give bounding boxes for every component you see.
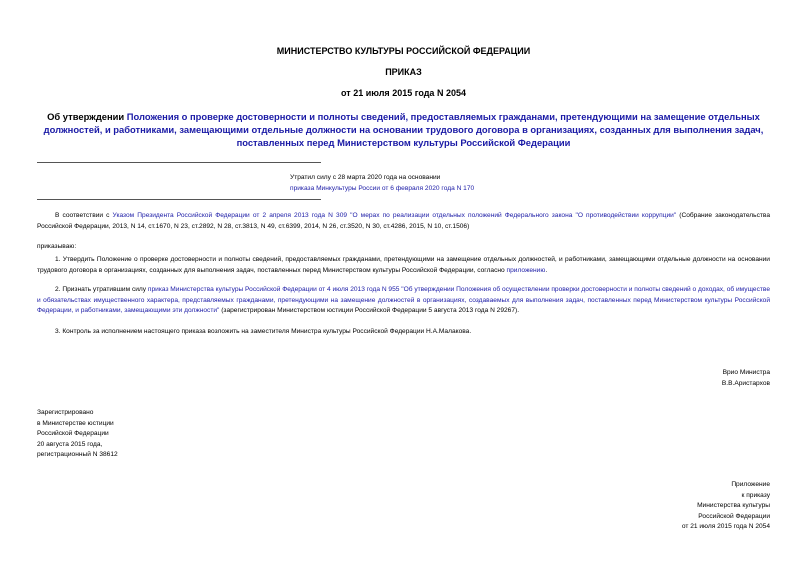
status-note <box>290 173 520 194</box>
registration-line-5: регистрационный N 38612 <box>37 451 118 458</box>
item2-suffix: (зарегистрирован Министерством юстиции Российской Федерации 5 августа 2013 года N 29267). <box>219 307 520 314</box>
appendix-line-2: к приказу <box>741 491 770 499</box>
item1-text: 1. Утвердить Положение о проверке достоверности и полноты сведений, предоставляемых гражданами, претендующими на замещение отдельных должностей, и работниками, замещающими отдельные должности на основании трудового договора в организациях, созданных для выполнения задач, поставленных перед Министерством культуры Российской Федерации, согласно <box>37 256 770 274</box>
registration-line-2: в Министерстве юстиции <box>37 419 114 427</box>
title-regulation-link[interactable]: Положения о проверке достоверности и полноты сведений, предоставляемых гражданами, претендующими на замещение отдельных должностей, и работниками, замещающими отдельные должности на основании трудового договора в организациях, созданных для выполнения задач, поставленных перед Министерством культуры Российской Федерации <box>43 111 764 148</box>
signature-name: В.В.Аристархов <box>721 379 770 387</box>
ministry-heading: МИНИСТЕРСТВО КУЛЬТУРЫ РОССИЙСКОЙ ФЕДЕРАЦИИ <box>276 46 531 56</box>
preamble-suffix: (Собрание законодательства Российской Федерации, 2013, N 14, ст.1670, N 23, ст.2892, N 28, ст.3813, N 49, ст.6399, 2014, N 26, ст.3520, N 30, ст.4286, 2015, N 10, ст.1506) <box>37 212 771 230</box>
document-title <box>30 110 777 149</box>
appendix-line-5: от 21 июля 2015 года N 2054 <box>681 523 770 530</box>
item1-end: . <box>545 266 548 274</box>
appendix-line-4: Российской Федерации <box>698 512 770 520</box>
registration-line-1: Зарегистрировано <box>37 409 94 416</box>
appendix-link[interactable]: приложению <box>506 266 546 274</box>
order-item-1 <box>37 255 770 276</box>
appendix-line-3: Министерства культуры <box>697 502 770 509</box>
repeal-order-link[interactable]: приказа Минкультуры России от 6 февраля 2020 года N 170 <box>290 184 475 192</box>
registration-block <box>37 408 237 461</box>
repealed-order-link[interactable]: приказ Министерства культуры Российской Федерации от 4 июля 2013 года N 955 "Об утверждении Положения об осуществлении проверки достоверности и полноты сведений о доходах, об имуществе и обязательствах имущественного характера, представляемых гражданами, претендующими на замещение должностей в организациях, создаваемых для выполнения задач, поставленных перед Министерством культуры Российской Федерации, и работниками, замещающими эти должности" <box>37 286 770 314</box>
divider-bottom <box>37 199 321 200</box>
preamble-paragraph <box>37 211 770 232</box>
title-prefix: Об утверждении <box>47 111 127 122</box>
order-word: приказываю: <box>37 243 77 250</box>
signature-block <box>470 368 770 389</box>
doc-type-heading: ПРИКАЗ <box>385 67 422 77</box>
appendix-line-1: Приложение <box>731 481 770 488</box>
status-note-text: Утратил силу с 28 марта 2020 года на основании <box>290 174 441 181</box>
order-item-3: 3. Контроль за исполнением настоящего приказа возложить на заместителя Министра культуры Российской Федерации Н.А.Малакова. <box>55 328 472 335</box>
registration-line-4: 20 августа 2015 года, <box>37 440 103 448</box>
item2-prefix: 2. Признать утратившим силу <box>55 286 148 293</box>
signature-position: Врио Министра <box>722 369 770 376</box>
preamble-prefix: В соответствии с <box>55 212 113 219</box>
registration-line-3: Российской Федерации <box>37 430 109 437</box>
doc-date-number: от 21 июля 2015 года N 2054 <box>341 88 466 98</box>
order-item-2 <box>37 285 770 317</box>
appendix-block <box>470 480 770 533</box>
presidential-decree-link[interactable]: Указом Президента Российской Федерации от 2 апреля 2013 года N 309 "О мерах по реализации отдельных положений Федерального закона "О противодействии коррупции" <box>112 212 677 219</box>
divider-top <box>37 162 321 163</box>
